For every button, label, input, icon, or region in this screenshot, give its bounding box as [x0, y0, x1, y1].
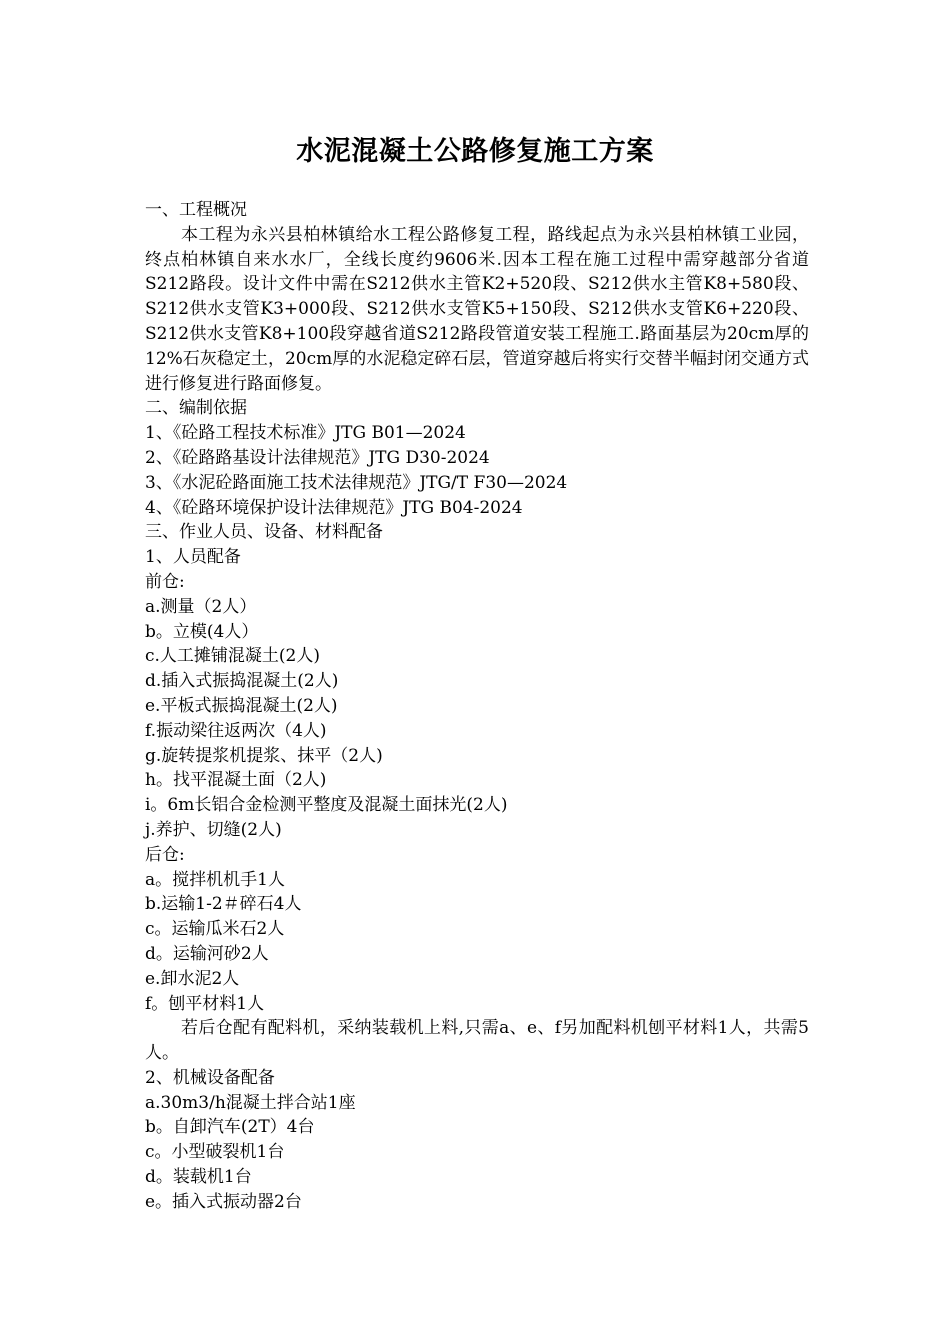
document-body	[145, 198, 809, 1215]
front-item: i。6m长铝合金检测平整度及混凝土面抹光(2人)	[145, 795, 508, 816]
reference-item: 3、《水泥砼路面施工技术法律规范》JTG/T F30—2024	[145, 472, 568, 493]
equipment-item: e。插入式振动器2台	[145, 1191, 302, 1212]
overview-paragraph: 本工程为永兴县柏林镇给水工程公路修复工程，路线起点为永兴县柏林镇工业园，终点柏林镇自来水水厂，全线长度约9606米.因本工程在施工过程中需穿越部分省道S212路段。设计文件中需在S212供水主管K2+520段、S212供水主管K8+580段、S212供水支管K3+000段、S212供水支管K5+150段、S212供水支管K6+220段、S212供水支管K8+100段穿越省道S212路段管道安装工程施工.路面基层为20cm厚的12%石灰稳定土，20cm厚的水泥稳定碎石层，管道穿越后将实行交替半幅封闭交通方式进行修复进行路面修复。	[145, 224, 809, 394]
front-item: a.测量（2人）	[145, 596, 257, 617]
front-label: 前仓:	[145, 571, 185, 592]
subheading-personnel: 1、人员配备	[145, 547, 241, 568]
rear-item: b.运输1-2＃碎石4人	[145, 894, 302, 915]
rear-note-paragraph: 若后仓配有配料机，采纳装载机上料,只需a、e、f另加配料机刨平材料1人，共需5人。	[145, 1018, 809, 1064]
reference-item: 1、《砼路工程技术标准》JTG B01—2024	[145, 423, 466, 444]
section-heading-staffing: 三、作业人员、设备、材料配备	[145, 522, 383, 543]
equipment-item: d。装载机1台	[145, 1167, 252, 1188]
front-item: b。立模(4人）	[145, 621, 259, 642]
equipment-item: c。小型破裂机1台	[145, 1142, 285, 1163]
rear-item: c。运输瓜米石2人	[145, 919, 285, 940]
equipment-item: b。自卸汽车(2T）4台	[145, 1117, 315, 1138]
front-item: d.插入式振捣混凝土(2人)	[145, 671, 339, 692]
reference-item: 4、《砼路环境保护设计法律规范》JTG B04-2024	[145, 497, 523, 518]
section-heading-basis: 二、编制依据	[145, 398, 247, 419]
rear-label: 后仓:	[145, 844, 185, 865]
rear-item: a。搅拌机机手1人	[145, 869, 285, 890]
rear-item: e.卸水泥2人	[145, 968, 240, 989]
subheading-equipment: 2、机械设备配备	[145, 1067, 275, 1088]
front-item: e.平板式振捣混凝土(2人)	[145, 695, 338, 716]
section-heading-overview: 一、工程概况	[145, 200, 247, 220]
front-item: j.养护、切缝(2人)	[145, 819, 282, 840]
front-item: g.旋转提浆机提浆、抹平（2人)	[145, 745, 383, 766]
front-item: h。找平混凝土面（2人)	[145, 770, 327, 791]
front-item: c.人工摊铺混凝土(2人)	[145, 646, 321, 667]
reference-item: 2、《砼路路基设计法律规范》JTG D30-2024	[145, 447, 490, 468]
rear-item: d。运输河砂2人	[145, 943, 269, 964]
rear-item: f。刨平材料1人	[145, 993, 265, 1014]
front-item: f.振动梁往返两次（4人)	[145, 720, 327, 741]
document-title: 水泥混凝土公路修复施工方案	[296, 136, 654, 167]
equipment-item: a.30m3/h混凝土拌合站1座	[145, 1092, 356, 1113]
